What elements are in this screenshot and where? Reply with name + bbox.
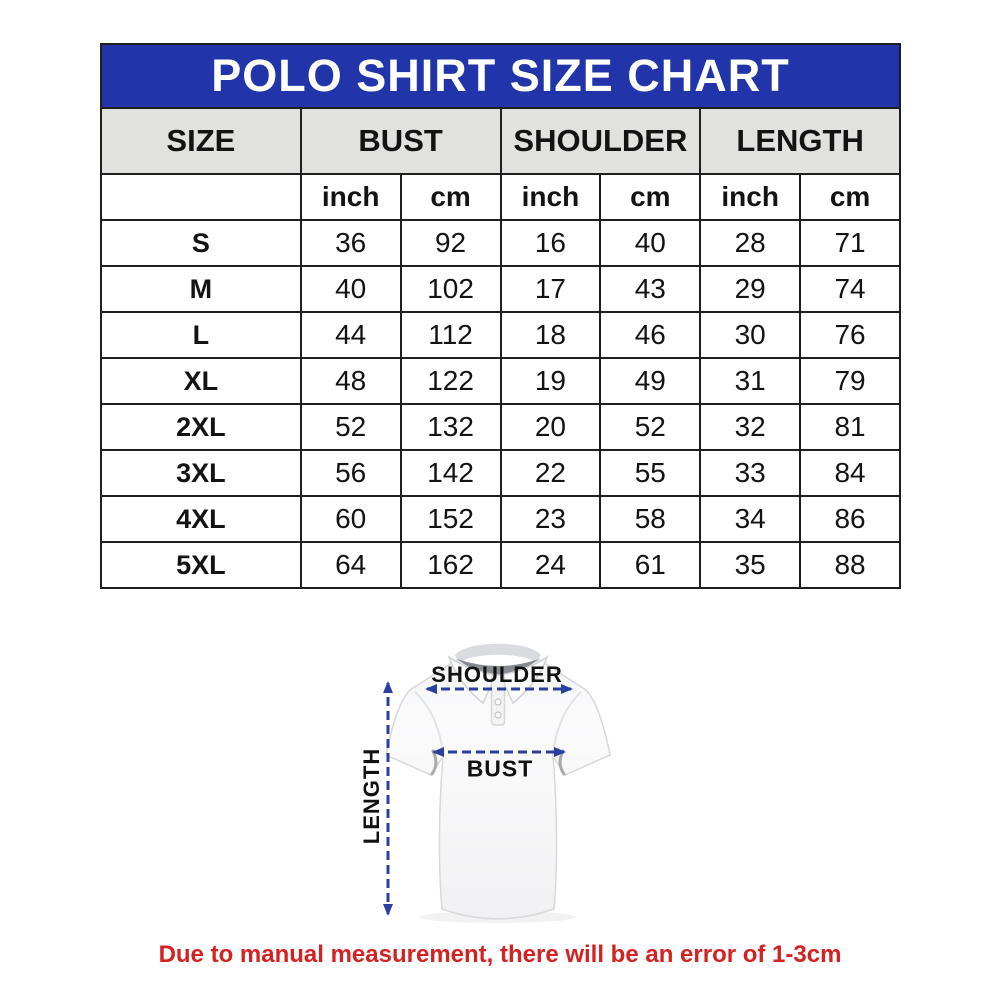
shoulder-inch-cell: 16 — [501, 220, 601, 266]
size-cell: 2XL — [101, 404, 301, 450]
length-cm-cell: 74 — [800, 266, 900, 312]
size-cell: XL — [101, 358, 301, 404]
size-cell: 3XL — [101, 450, 301, 496]
length-inch-cell: 35 — [700, 542, 800, 588]
shoulder-cm-cell: 40 — [600, 220, 700, 266]
length-cm-cell: 84 — [800, 450, 900, 496]
length-cm-cell: 76 — [800, 312, 900, 358]
length-cm-cell: 88 — [800, 542, 900, 588]
shoulder-cm-cell: 58 — [600, 496, 700, 542]
length-inch-cell: 32 — [700, 404, 800, 450]
shoulder-cm-cell: 49 — [600, 358, 700, 404]
bust-inch-cell: 48 — [301, 358, 401, 404]
length-inch-cell: 29 — [700, 266, 800, 312]
length-inch-cell: 30 — [700, 312, 800, 358]
shoulder-inch-cell: 18 — [501, 312, 601, 358]
bust-cm-cell: 112 — [401, 312, 501, 358]
size-column-header: SIZE — [101, 108, 301, 174]
length-cm-header: cm — [800, 174, 900, 220]
shoulder-inch-header: inch — [501, 174, 601, 220]
length-inch-cell: 31 — [700, 358, 800, 404]
length-column-header: LENGTH — [700, 108, 900, 174]
bust-inch-cell: 52 — [301, 404, 401, 450]
shoulder-inch-cell: 20 — [501, 404, 601, 450]
table-row-s — [101, 220, 900, 266]
size-cell: 5XL — [101, 542, 301, 588]
length-cm-cell: 86 — [800, 496, 900, 542]
length-cm-cell: 81 — [800, 404, 900, 450]
bust-cm-cell: 102 — [401, 266, 501, 312]
bust-cm-cell: 162 — [401, 542, 501, 588]
length-inch-cell: 34 — [700, 496, 800, 542]
bust-cm-cell: 142 — [401, 450, 501, 496]
bust-cm-cell: 92 — [401, 220, 501, 266]
bust-inch-header: inch — [301, 174, 401, 220]
button — [495, 699, 501, 705]
bust-diagram-label: BUST — [466, 755, 534, 782]
bust-inch-cell: 44 — [301, 312, 401, 358]
shoulder-cm-cell: 43 — [600, 266, 700, 312]
shoulder-inch-cell: 17 — [501, 266, 601, 312]
shoulder-cm-header: cm — [600, 174, 700, 220]
table-row-l — [101, 312, 900, 358]
size-cell: 4XL — [101, 496, 301, 542]
measurement-error-note: Due to manual measurement, there will be an error of 1-3cm — [158, 941, 842, 968]
shoulder-inch-cell: 23 — [501, 496, 601, 542]
table-row-3xl — [101, 450, 900, 496]
size-cell: M — [101, 266, 301, 312]
unit-header-row — [101, 174, 900, 220]
table-row-xl — [101, 358, 900, 404]
bust-cm-header: cm — [401, 174, 501, 220]
table-title-row — [101, 44, 900, 108]
shoulder-column-header: SHOULDER — [501, 108, 701, 174]
size-chart-table — [100, 43, 901, 589]
length-inch-header: inch — [700, 174, 800, 220]
shoulder-inch-cell: 19 — [501, 358, 601, 404]
length-cm-cell: 71 — [800, 220, 900, 266]
bust-inch-cell: 56 — [301, 450, 401, 496]
table-row-4xl — [101, 496, 900, 542]
page-title: POLO SHIRT SIZE CHART — [101, 44, 900, 108]
unit-corner-cell — [101, 174, 301, 220]
shoulder-inch-cell: 24 — [501, 542, 601, 588]
length-cm-cell: 79 — [800, 358, 900, 404]
shoulder-diagram-label: SHOULDER — [431, 662, 563, 687]
table-row-m — [101, 266, 900, 312]
bust-cm-cell: 132 — [401, 404, 501, 450]
bust-column-header: BUST — [301, 108, 501, 174]
shoulder-inch-cell: 22 — [501, 450, 601, 496]
table-row-2xl — [101, 404, 900, 450]
table-row-5xl — [101, 542, 900, 588]
bust-cm-cell: 152 — [401, 496, 501, 542]
shoulder-cm-cell: 46 — [600, 312, 700, 358]
length-diagram-label: LENGTH — [359, 747, 384, 845]
length-inch-cell: 28 — [700, 220, 800, 266]
shoulder-cm-cell: 52 — [600, 404, 700, 450]
bust-inch-cell: 36 — [301, 220, 401, 266]
button — [495, 712, 501, 718]
bust-cm-cell: 122 — [401, 358, 501, 404]
bust-inch-cell: 64 — [301, 542, 401, 588]
shoulder-cm-cell: 61 — [600, 542, 700, 588]
column-group-header-row — [101, 108, 900, 174]
length-inch-cell: 33 — [700, 450, 800, 496]
size-cell: S — [101, 220, 301, 266]
collar-back-band — [455, 644, 541, 663]
bust-inch-cell: 60 — [301, 496, 401, 542]
shoulder-cm-cell: 55 — [600, 450, 700, 496]
size-cell: L — [101, 312, 301, 358]
bust-inch-cell: 40 — [301, 266, 401, 312]
